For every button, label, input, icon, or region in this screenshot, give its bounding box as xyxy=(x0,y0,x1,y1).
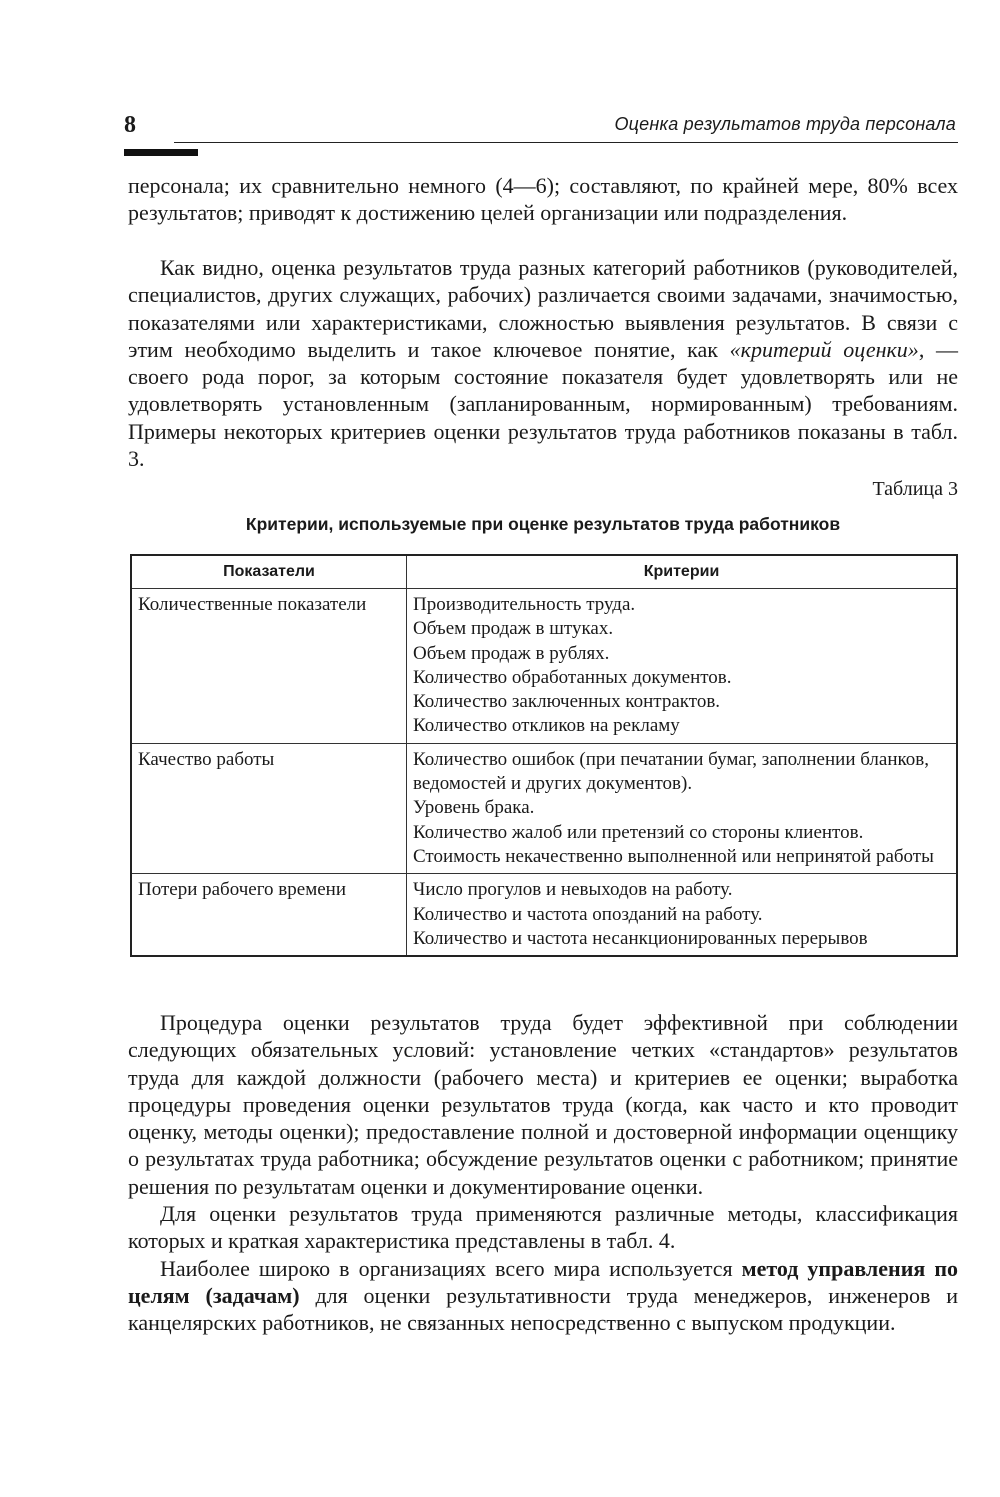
criterion-item: Количество обработанных документов. xyxy=(413,666,732,688)
paragraph-text: , — своего рода порог, за которым состояние показателя будет удовлетворять или не удовлетворять установленным (запланированным, нормированным) требованиям. Примеры некоторых критериев оценки результатов труда работников показаны в табл. 3. xyxy=(128,336,959,472)
paragraph-methods: Для оценки результатов труда применяются различные методы, классификация которых и краткая характеристика представлены в табл. 4. xyxy=(128,1201,958,1254)
paragraph-continuation xyxy=(128,172,958,227)
criterion-item: Количество откликов на рекламу xyxy=(413,715,680,737)
paragraph xyxy=(128,254,958,472)
column-header-indicators: Показатели xyxy=(131,555,407,589)
criterion-item: Объем продаж в рублях. xyxy=(413,642,610,664)
table-title: Критерии, используемые при оценке результатов труда работников xyxy=(245,514,841,534)
table-row xyxy=(131,743,957,873)
indicator-cell: Качество работы xyxy=(131,743,407,873)
criterion-item: Уровень брака. xyxy=(413,797,535,819)
paragraphs-after-table xyxy=(128,1009,958,1337)
table-row xyxy=(131,589,957,744)
criterion-item: Количество жалоб или претензий со стороны клиентов. xyxy=(413,821,864,843)
criterion-item: Производительность труда. xyxy=(413,594,636,615)
page-number: 8 xyxy=(124,112,136,138)
term-italic: «критерий оценки» xyxy=(729,336,919,362)
paragraph-text: для оценки результативности труда менеджеров, инженеров и канцелярских работников, не связанных непосредственно с выпуском продукции. xyxy=(128,1282,958,1336)
criteria-cell xyxy=(407,743,958,873)
paragraph-procedure: Процедура оценки результатов труда будет эффективной при соблюдении следующих обязательных условий: установление четких «стандартов» результатов труда для каждой должности (рабочего места) и критериев ее оценки; выработка процедуры проведения оценки результатов труда (когда, как часто и кто проводит оценку, методы оценки); предоставление полной и достоверной информации оценщику о результатах труда работника; обсуждение результатов оценки с работником; принятие решения по результатам оценки и документирование оценки. xyxy=(128,1010,958,1199)
table-number: Таблица 3 xyxy=(872,478,958,500)
criterion-item: Число прогулов и невыходов на работу. xyxy=(413,879,733,901)
header-bar xyxy=(124,149,198,156)
table-header-row xyxy=(131,555,957,589)
paragraph-criteria-intro xyxy=(128,254,958,472)
criterion-item: Объем продаж в штуках. xyxy=(413,618,614,640)
term-bold: метод управления по целям (задачам) xyxy=(128,1255,958,1308)
column-header-criteria: Критерии xyxy=(407,555,958,589)
paragraph-mbo xyxy=(128,1255,958,1337)
paragraph: персонала; их сравнительно немного (4—6); составляют, по крайней мере, 80% всех результатов; приводят к достижению целей организации или подразделения. xyxy=(128,173,958,226)
header-rule xyxy=(174,142,958,143)
criterion-item: Стоимость некачественно выполненной или непринятой работы xyxy=(413,845,934,867)
criterion-item: Количество заключенных контрактов. xyxy=(413,691,721,713)
criteria-table xyxy=(130,554,958,957)
paragraph-text: Как видно, оценка результатов труда разных категорий работников (руководителей, специалистов, других служащих, рабочих) различается своими задачами, значимостью, показателями или характеристиками, сложностью выявления результатов. В связи с этим необходимо выделить и такое ключевое понятие, как xyxy=(128,255,958,362)
criterion-item: Количество ошибок (при печатании бумаг, заполнении бланков, ведомостей и других документов). xyxy=(413,748,929,795)
running-title: Оценка результатов труда персонала xyxy=(614,114,956,134)
criteria-cell xyxy=(407,874,958,956)
criteria-cell xyxy=(407,589,958,744)
table-row xyxy=(131,874,957,956)
indicator-cell: Потери рабочего времени xyxy=(131,874,407,956)
page-header xyxy=(124,112,958,162)
indicator-cell: Количественные показатели xyxy=(131,589,407,744)
paragraph-text: Наиболее широко в организациях всего мира используется xyxy=(160,1255,742,1281)
criterion-item: Количество и частота несанкционированных перерывов xyxy=(413,927,868,949)
criterion-item: Количество и частота опозданий на работу. xyxy=(413,903,763,925)
